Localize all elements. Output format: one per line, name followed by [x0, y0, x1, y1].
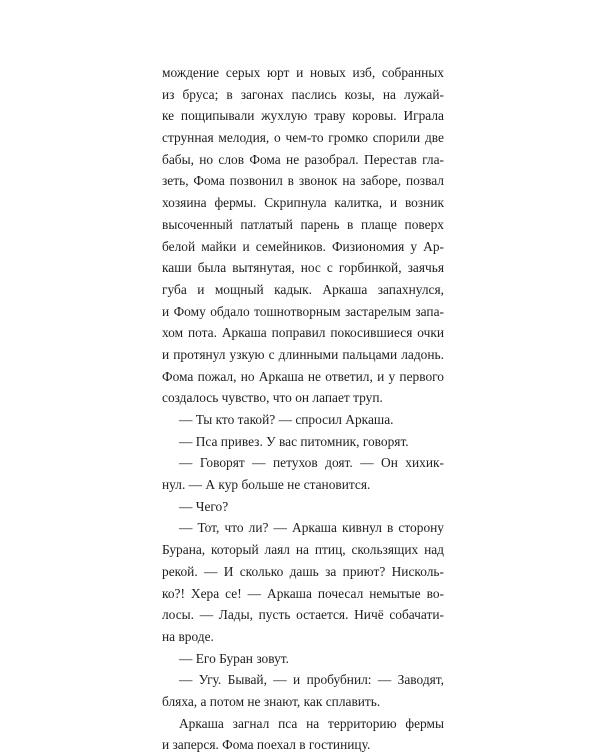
text-line: и Фому обдало тошнотворным застарелым запа-: [162, 303, 444, 319]
text-line: нул. — А кур больше не становится.: [162, 477, 371, 493]
text-line: рекой. — И сколько дашь за приют? Нисколь-: [162, 563, 444, 579]
text-line: хом пота. Аркаша поправил покосившиеся очки: [162, 325, 444, 341]
text-line: ко?! Хера се! — Аркаша почесал немытые во-: [162, 585, 444, 601]
text-line: и протянул узкую с длинными пальцами ладонь.: [162, 346, 444, 362]
text-line: лосы. — Лады, пусть остается. Ничё собачати-: [162, 607, 444, 623]
text-line: — Тот, что ли? — Аркаша кивнул в сторону: [179, 520, 444, 536]
text-line: губа и мощный кадык. Аркаша запахнулся,: [162, 281, 444, 297]
text-line: — Его Буран зовут.: [179, 650, 289, 666]
text-line: мождение серых юрт и новых изб, собранных: [162, 65, 444, 80]
paragraph: [162, 62, 444, 409]
text-line: белой майки и семейников. Физиономия у Ар-: [162, 238, 444, 254]
dialogue-paragraph: [162, 496, 444, 518]
text-line: на вроде.: [162, 628, 214, 644]
text-line: — Ты кто такой? — спросил Аркаша.: [179, 412, 394, 427]
dialogue-paragraph: [162, 431, 444, 453]
paragraph: [162, 713, 444, 756]
text-line: Аркаша загнал пса на территорию фермы: [179, 715, 444, 731]
text-line: бляха, а потом не знают, как сплавить.: [162, 693, 381, 709]
dialogue-paragraph: [162, 648, 444, 670]
text-line: хозяина фермы. Скрипнула калитка, и возник: [162, 195, 444, 211]
dialogue-paragraph: [162, 452, 444, 495]
text-line: создалось чувство, что он лапает труп.: [162, 390, 383, 406]
text-line: из бруса; в загонах паслись козы, на лужай-: [162, 86, 444, 102]
text-line: каши была вытянутая, нос с горбинкой, заячья: [162, 260, 444, 276]
text-line: — Говорят — петухов доят. — Он хихик-: [179, 455, 444, 471]
text-line: струнная мелодия, о чем-то громко спорили две: [162, 130, 444, 146]
text-line: Бурана, который лаял на птиц, скользящих над: [162, 542, 444, 558]
text-line: — Пса привез. У вас питомник, говорят.: [179, 433, 409, 449]
text-line: — Угу. Бывай, — и пробубнил: — Заводят,: [179, 672, 444, 688]
dialogue-paragraph: [162, 517, 444, 647]
text-line: зеть, Фома позвонил в звонок на заборе, позвал: [162, 173, 444, 189]
text-line: — Чего?: [179, 498, 229, 514]
dialogue-paragraph: [162, 409, 444, 431]
text-body: [162, 62, 444, 756]
text-line: ке пощипывали жухлую траву коровы. Играла: [162, 108, 444, 124]
text-line: бабы, но слов Фома не разобрал. Перестав гла-: [162, 151, 444, 167]
dialogue-paragraph: [162, 669, 444, 712]
text-line: Фома пожал, но Аркаша не ответил, и у первого: [162, 368, 444, 384]
text-line: и заперся. Фома поехал в гостиницу.: [162, 737, 371, 753]
text-line: высоченный патлатый парень в плаще поверх: [162, 216, 444, 232]
